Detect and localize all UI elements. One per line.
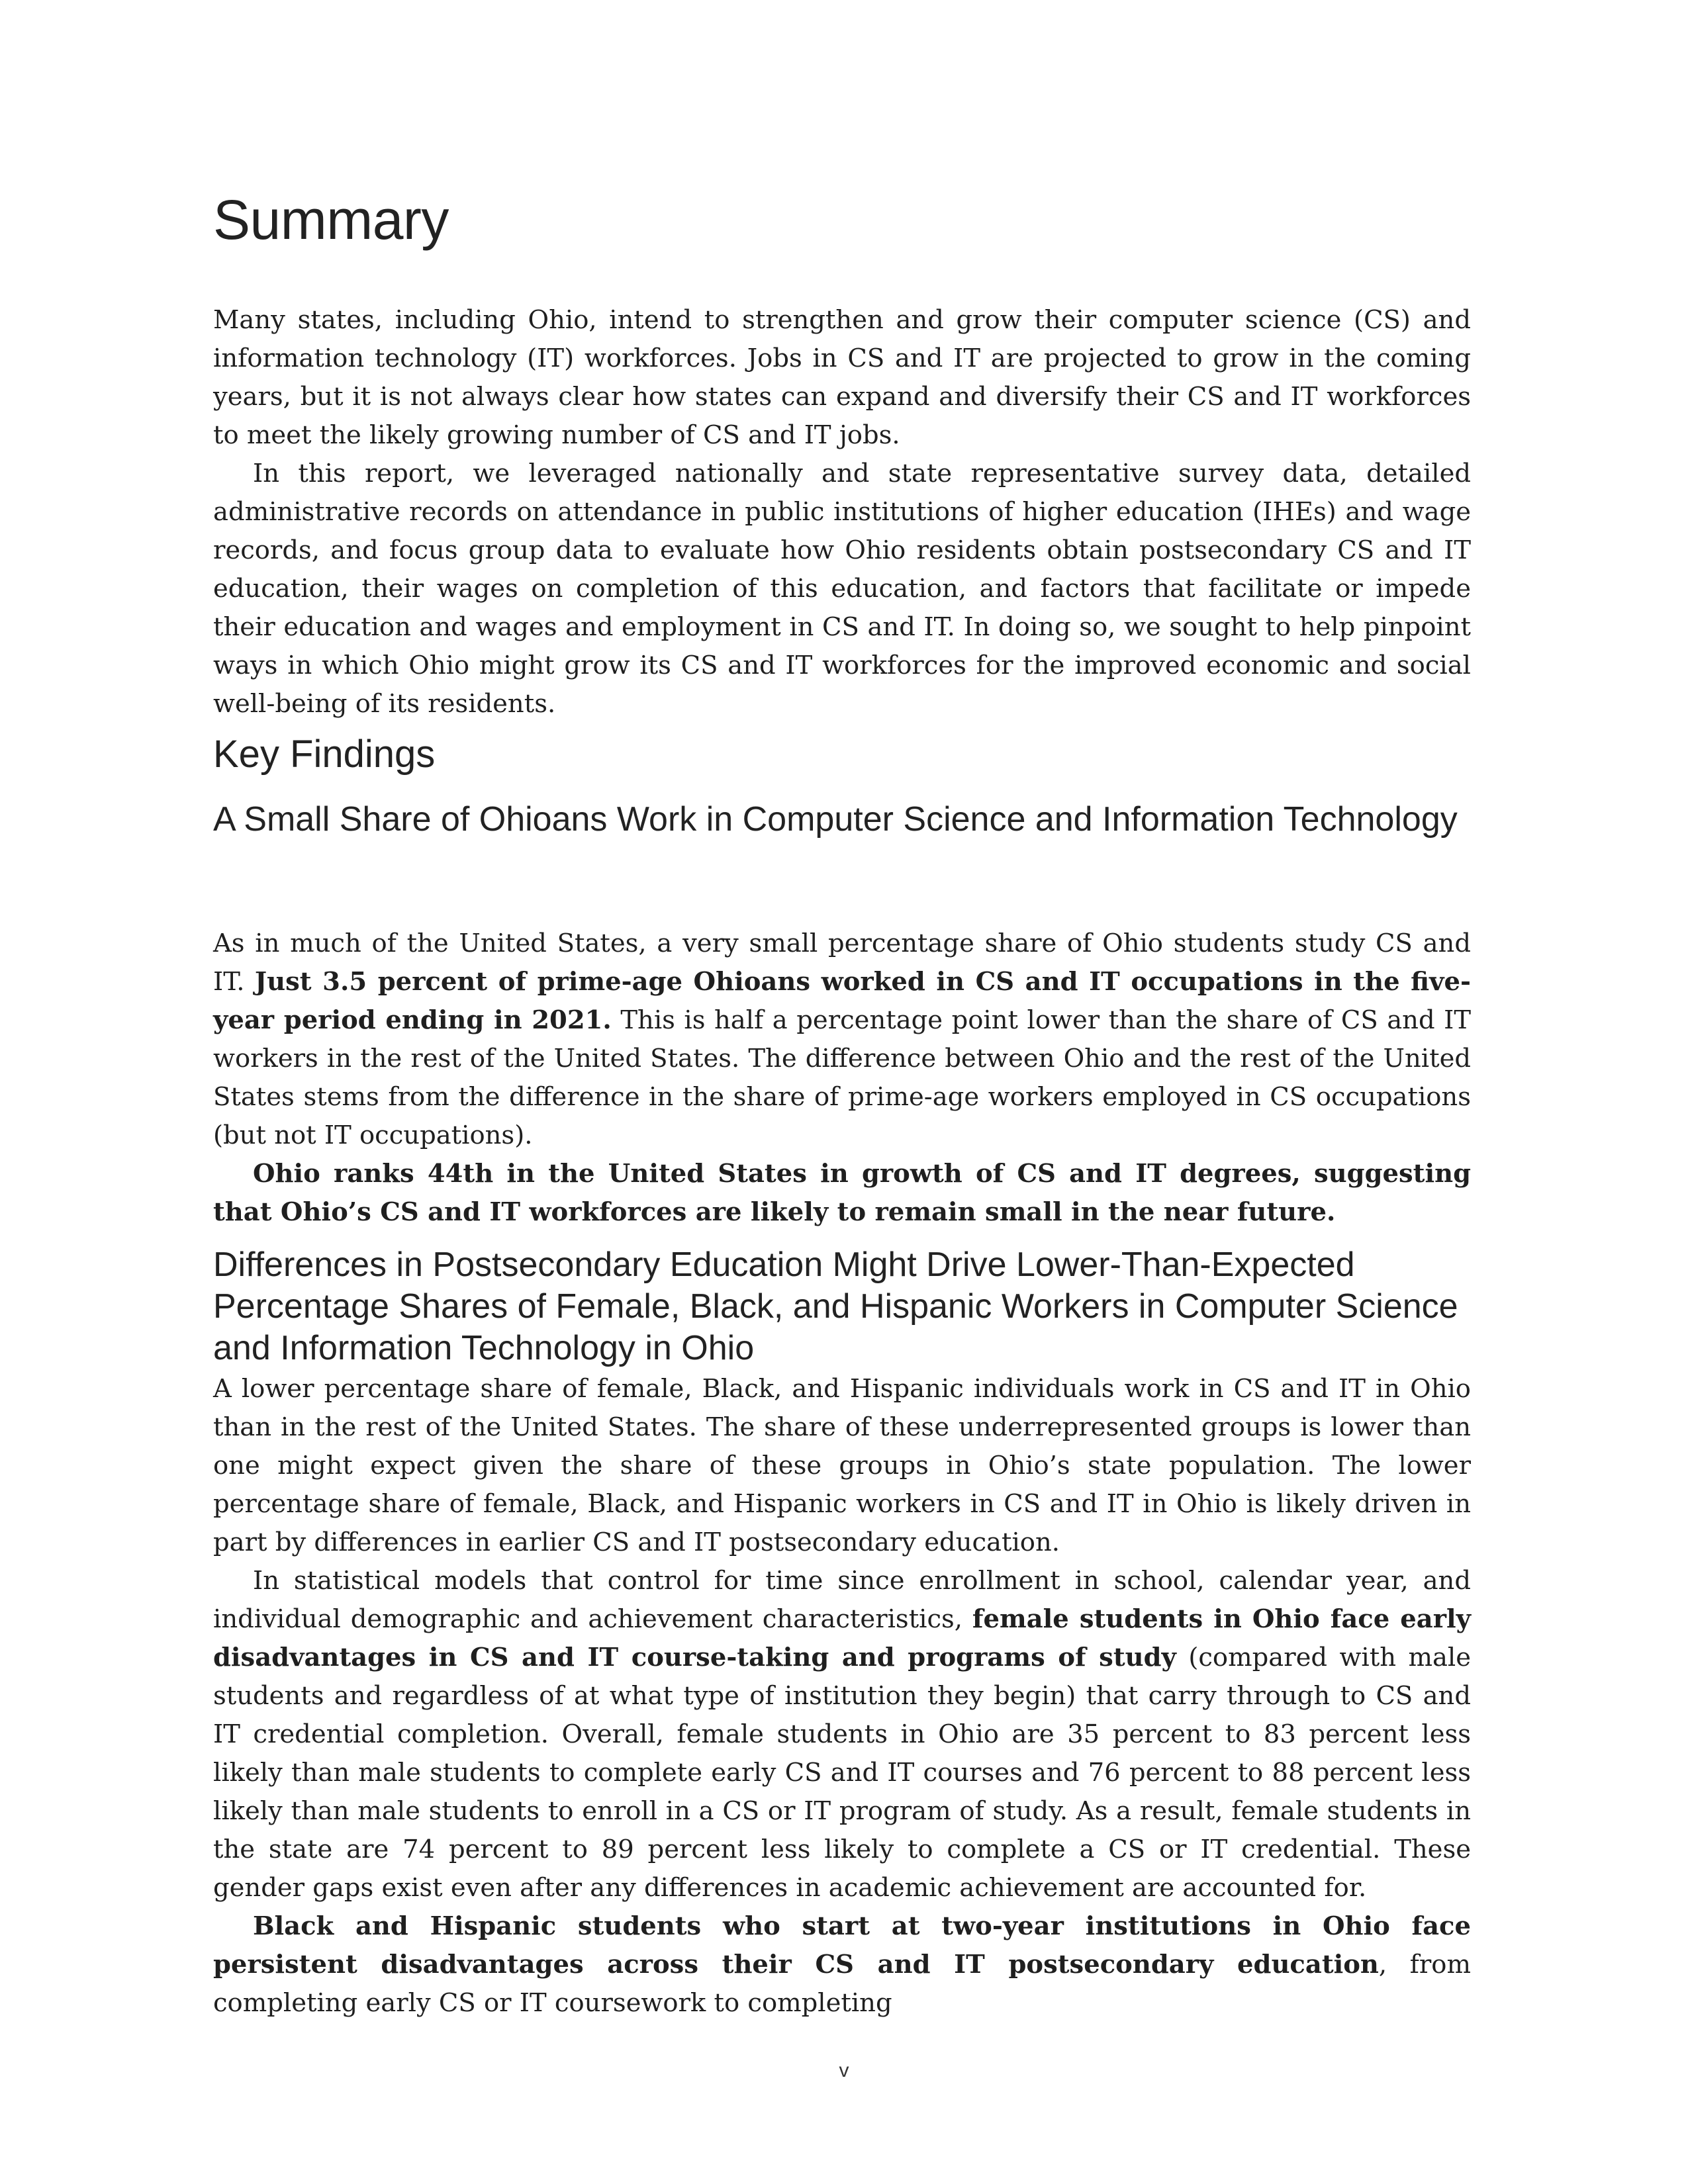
- section1-heading: A Small Share of Ohioans Work in Computer Science and Information Technology: [213, 800, 1458, 839]
- section2-heading: Differences in Postsecondary Education Might Drive Lower-Than-Expected Percentage Shares of Female, Black, and Hispanic Workers in Computer Science and Information Technology in Ohio: [213, 1246, 1458, 1367]
- page-title: Summary: [213, 189, 449, 251]
- section1-p2-emphasis: Ohio ranks 44th in the United States in growth of CS and IT degrees, suggesting that Ohio’s CS and IT workforces are likely to remain small in the near future.: [213, 1159, 1471, 1227]
- section1-p1-text-b: This is half a percentage point lower than the share of CS and IT workers in the rest of the United States. The difference between Ohio and the rest of the United States stems from the difference in the share of prime-age workers employed in CS occupations (but not IT occupations).: [213, 1005, 1472, 1150]
- section1-p1-text-a: As in much of the United States, a very small percentage share of Ohio students study CS and IT.: [213, 929, 1471, 997]
- section2-p3-emphasis: Black and Hispanic students who start at two-year institutions in Ohio face persistent disadvantages across their CS and IT postsecondary education: [213, 1911, 1471, 1979]
- section1-paragraph-1: [213, 925, 1471, 1155]
- section2-body: [213, 1370, 1471, 2023]
- section2-paragraph-1: A lower percentage share of female, Black, and Hispanic individuals work in CS and IT in Ohio than in the rest of the United States. The share of these underrepresented groups is lower than one might expect given the share of these groups in Ohio’s state population. The lower percentage share of female, Black, and Hispanic workers in CS and IT in Ohio is likely driven in part by differences in earlier CS and IT postsecondary education.: [213, 1374, 1471, 1557]
- page-number: v: [839, 2060, 849, 2081]
- key-findings-heading: Key Findings: [213, 733, 436, 776]
- intro-paragraph-1: Many states, including Ohio, intend to strengthen and grow their computer science (CS) and information technology (IT) workforces. Jobs in CS and IT are projected to grow in the coming years, but it is not always clear how states can expand and diversify their CS and IT workforces to meet the likely growing number of CS and IT jobs.: [213, 305, 1471, 450]
- section1-body: [213, 925, 1471, 1232]
- section1-paragraph-2: [213, 1155, 1471, 1232]
- section2-p2-emphasis: female students in Ohio face early disadvantages in CS and IT course-taking and programs of study: [213, 1604, 1471, 1672]
- section2-paragraph-3: [213, 1907, 1471, 2023]
- section2-p2-text-b: (compared with male students and regardless of at what type of institution they begin) that carry through to CS and IT credential completion. Overall, female students in Ohio are 35 percent to 83 percent less likely than male students to complete early CS and IT courses and 76 percent to 88 percent less likely than male students to enroll in a CS or IT program of study. As a result, female students in the state are 74 percent to 89 percent less likely to complete a CS or IT credential. These gender gaps exist even after any differences in academic achievement are accounted for.: [213, 1643, 1472, 1903]
- section1-p1-emphasis: Just 3.5 percent of prime-age Ohioans worked in CS and IT occupations in the five-year period ending in 2021.: [213, 967, 1471, 1035]
- section2-paragraph-2: [213, 1562, 1471, 1907]
- section2-p3-text-b: , from completing early CS or IT coursework to completing: [213, 1950, 1471, 2018]
- section2-p2-text-a: In statistical models that control for time since enrollment in school, calendar year, and individual demographic and achievement characteristics,: [213, 1566, 1471, 1634]
- intro-section: [213, 301, 1471, 723]
- intro-paragraph-2: In this report, we leveraged nationally and state representative survey data, detailed administrative records on attendance in public institutions of higher education (IHEs) and wage records, and focus group data to evaluate how Ohio residents obtain postsecondary CS and IT education, their wages on completion of this education, and factors that facilitate or impede their education and wages and employment in CS and IT. In doing so, we sought to help pinpoint ways in which Ohio might grow its CS and IT workforces for the improved economic and social well-being of its residents.: [213, 459, 1471, 719]
